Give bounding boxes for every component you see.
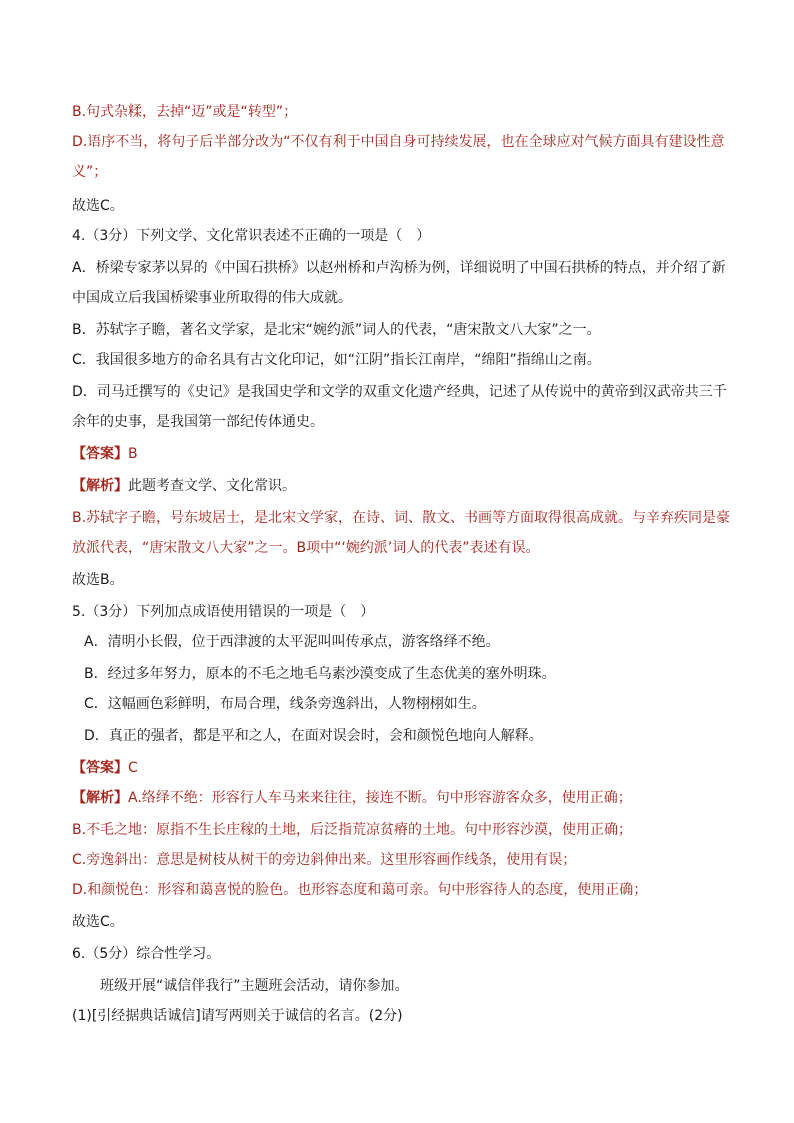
line-text: A．桥梁专家茅以昇的《中国石拱桥》以赵州桥和卢沟桥为例，详细说明了中国石拱桥的特点，并介绍了新 bbox=[72, 260, 726, 276]
line-text: D.和颜悦色：形容和蔼喜悦的脸色。也形容态度和蔼可亲。句中形容待人的态度，使用正确； bbox=[72, 882, 648, 898]
text-line bbox=[84, 694, 744, 714]
line-text: B.句式杂糅，去掉“迈”或是“转型”； bbox=[72, 104, 298, 120]
answer-tag: 【答案】 bbox=[72, 760, 128, 776]
line-text: A.络绎不绝：形容行人车马来来往往，接连不断。句中形容游客众多，使用正确； bbox=[128, 790, 632, 806]
text-line bbox=[72, 850, 732, 870]
text-line bbox=[72, 444, 732, 464]
line-text: 此题考查文学、文化常识。 bbox=[128, 478, 296, 494]
line-text: A．清明小长假，位于西津渡的太平泥叫叫传承点，游客络绎不绝。 bbox=[84, 634, 500, 650]
text-line bbox=[72, 350, 732, 370]
text-line bbox=[72, 820, 732, 840]
text-line bbox=[72, 320, 732, 340]
line-text: D．司马迁撰写的《史记》是我国史学和文学的双重文化遗产经典，记述了从传说中的黄帝到汉武帝共三千 bbox=[72, 384, 727, 400]
line-text: 班级开展“诚信伴我行”主题班会活动，请你参加。 bbox=[100, 978, 409, 994]
line-text: B．经过多年努力，原本的不毛之地毛乌素沙漠变成了生态优美的塞外明珠。 bbox=[84, 666, 556, 682]
line-text: D.语序不当，将句子后半部分改为“不仅有利于中国自身可持续发展，也在全球应对气候方面具有建设性意 bbox=[72, 134, 725, 150]
line-text: B bbox=[128, 446, 138, 462]
text-line bbox=[72, 102, 732, 122]
line-text: 义”； bbox=[72, 164, 108, 180]
line-text: C.旁逸斜出：意思是树枝从树干的旁边斜伸出来。这里形容画作线条，使用有误； bbox=[72, 852, 577, 868]
line-text: 余年的史事，是我国第一部纪传体通史。 bbox=[72, 414, 324, 430]
line-text: (1)[引经据典话诚信]请写两则关于诚信的名言。(2分) bbox=[72, 1008, 403, 1024]
answer-tag: 【答案】 bbox=[72, 446, 128, 462]
text-line bbox=[72, 196, 732, 216]
text-line bbox=[72, 880, 732, 900]
line-text: 放派代表，“唐宋散文八大家”之一。B项中“‘婉约派’词人的代表”表述有误。 bbox=[72, 540, 540, 556]
answer-tag: 【解析】 bbox=[72, 790, 128, 806]
line-text: 故选C。 bbox=[72, 198, 124, 214]
text-line bbox=[72, 412, 732, 432]
line-text: B.不毛之地：原指不生长庄稼的土地，后泛指荒凉贫瘠的土地。句中形容沙漠，使用正确； bbox=[72, 822, 633, 838]
text-line bbox=[72, 570, 732, 590]
line-text: C．我国很多地方的命名具有古文化印记，如“江阴”指长江南岸，“绵阳”指绵山之南。 bbox=[72, 352, 601, 368]
line-text: B．苏轼字子瞻，著名文学家，是北宋“婉约派”词人的代表，“唐宋散文八大家”之一。 bbox=[72, 322, 601, 338]
text-line bbox=[72, 288, 732, 308]
line-text: 故选C。 bbox=[72, 914, 124, 930]
line-text: 4.（3分）下列文学、文化常识表述不正确的一项是（ ） bbox=[72, 228, 431, 244]
text-line bbox=[72, 758, 732, 778]
text-line bbox=[84, 726, 744, 746]
text-line bbox=[72, 508, 732, 528]
text-line bbox=[72, 226, 732, 246]
text-line bbox=[72, 258, 732, 278]
text-line bbox=[72, 788, 732, 808]
line-text: B.苏轼字子瞻，号东坡居士，是北宋文学家，在诗、词、散文、书画等方面取得很高成就。与辛弃疾同是豪 bbox=[72, 510, 731, 526]
line-text: 故选B。 bbox=[72, 572, 124, 588]
text-line bbox=[84, 632, 744, 652]
line-text: 中国成立后我国桥梁事业所取得的伟大成就。 bbox=[72, 290, 352, 306]
answer-tag: 【解析】 bbox=[72, 478, 128, 494]
line-text: 6.（5分）综合性学习。 bbox=[72, 946, 221, 962]
text-line bbox=[72, 132, 732, 152]
line-text: C bbox=[128, 760, 138, 776]
text-line bbox=[72, 162, 732, 182]
line-text: C．这幅画色彩鲜明，布局合理，线条旁逸斜出，人物栩栩如生。 bbox=[84, 696, 486, 712]
text-line bbox=[72, 944, 732, 964]
text-line bbox=[84, 664, 744, 684]
text-line bbox=[72, 602, 732, 622]
text-line bbox=[100, 976, 760, 996]
text-line bbox=[72, 912, 732, 932]
line-text: D．真正的强者，都是平和之人，在面对误会时，会和颜悦色地向人解释。 bbox=[84, 728, 543, 744]
line-text: 5.（3分）下列加点成语使用错误的一项是（ ） bbox=[72, 604, 375, 620]
text-line bbox=[72, 1006, 732, 1026]
text-line bbox=[72, 382, 732, 402]
text-line bbox=[72, 538, 732, 558]
text-line bbox=[72, 476, 732, 496]
